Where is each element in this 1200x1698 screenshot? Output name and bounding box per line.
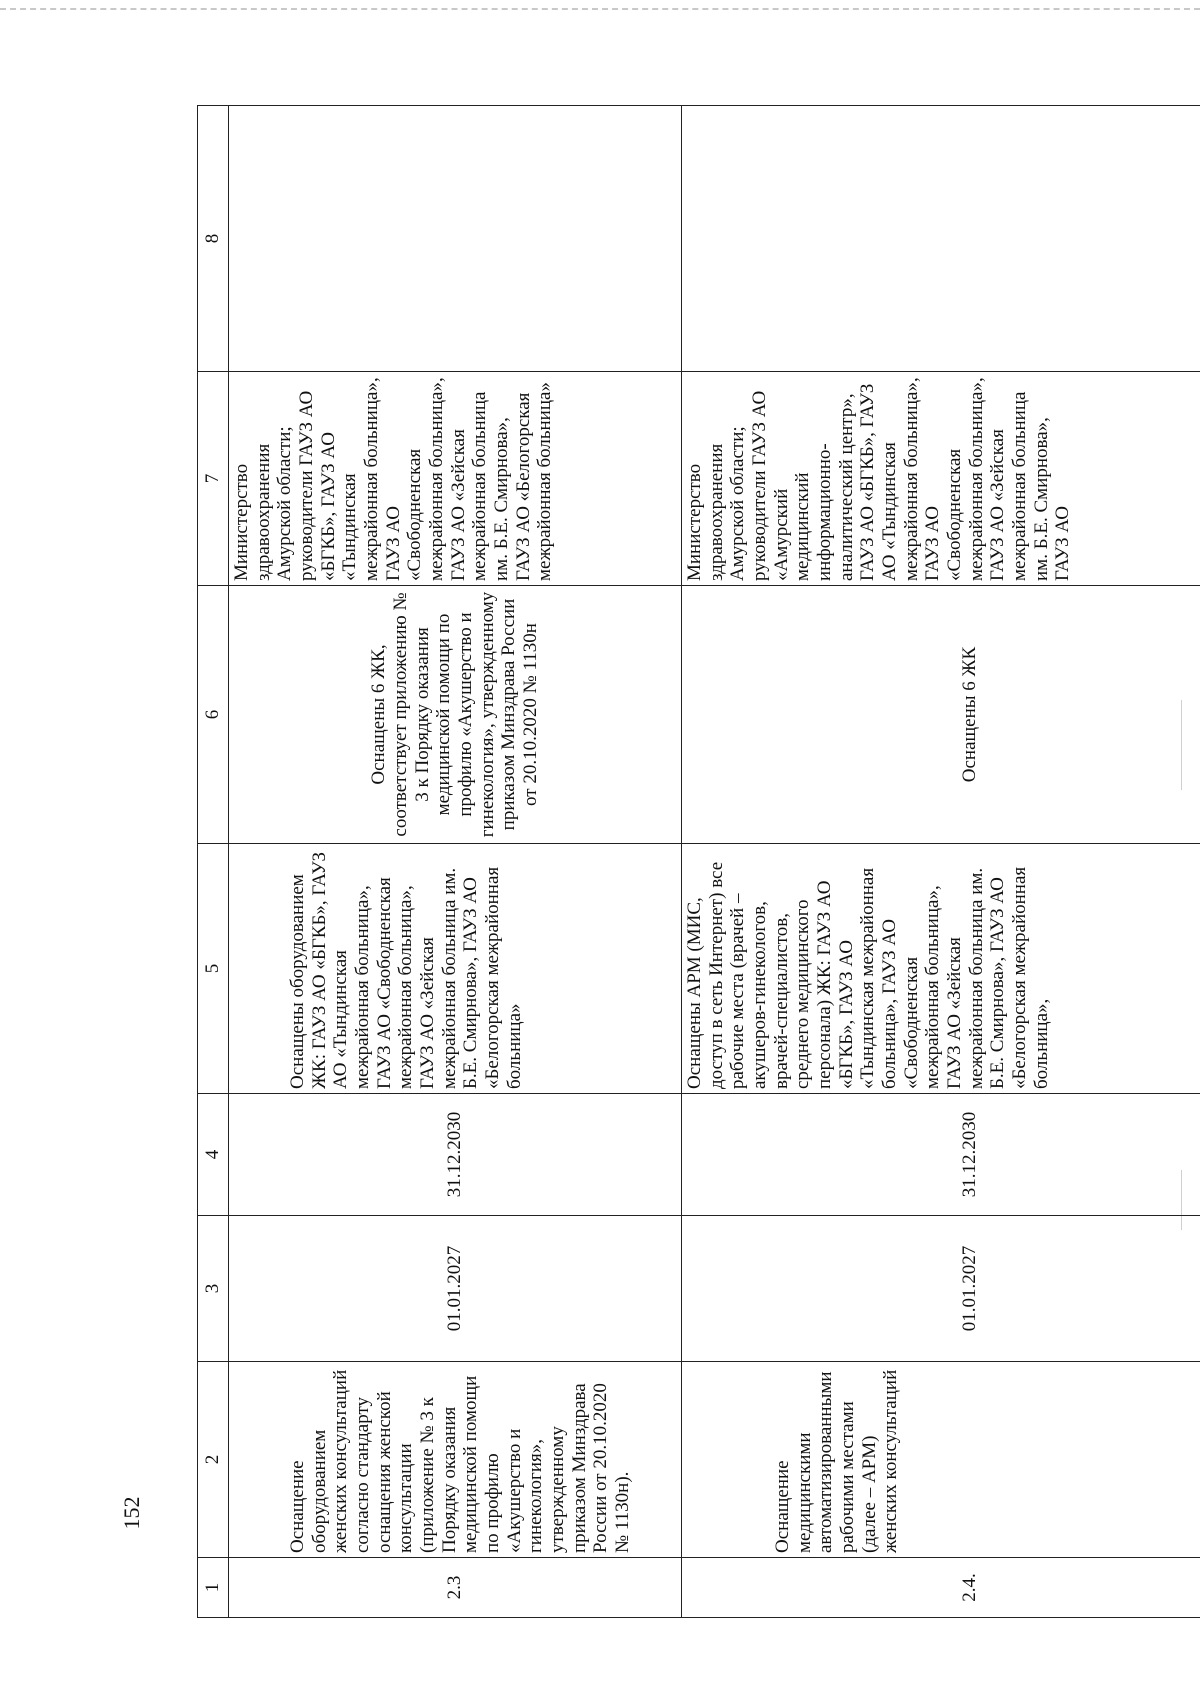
start-date: 01.01.2027 bbox=[229, 1216, 682, 1362]
column-header: 5 bbox=[198, 844, 229, 1094]
end-date: 31.12.2030 bbox=[682, 1094, 1200, 1216]
column-8-cell bbox=[682, 106, 1200, 372]
indicator: Оснащены 6 ЖК, соответствует приложению № 3 к Порядку оказания медицинской помощи по профилю «Акушерство и гинекология», утвержденному приказом Минздрава России от 20.10.2020 № 1130н bbox=[229, 586, 682, 844]
rotated-table-container bbox=[197, 106, 1107, 1618]
column-header: 6 bbox=[198, 586, 229, 844]
expected-result: Оснащены АРМ (МИС, доступ в сеть Интернет) все рабочие места (врачей – акушеров-гинекологов, врачей-специалистов, среднего медицинского персонала) ЖК: ГАУЗ АО «БГКБ», ГАУЗ АО «Тындинская межрайонная больница», ГАУЗ АО «Свободненская межрайонная больница», ГАУЗ АО «Зейская межрайонная больница им. Б.Е. Смирнова», ГАУЗ АО «Белогорская межрайонная больница», bbox=[682, 844, 1200, 1094]
row-number: 2.3 bbox=[229, 1558, 682, 1618]
page-number: 152 bbox=[119, 1496, 144, 1530]
expected-result: Оснащены оборудованием ЖК: ГАУЗ АО «БГКБ», ГАУЗ АО «Тындинская межрайонная больница», ГАУЗ АО «Свободненская межрайонная больница», ГАУЗ АО «Зейская межрайонная больница им. Б.Е. Смирнова», ГАУЗ АО «Белогорская межрайонная больница» bbox=[229, 844, 682, 1094]
column-header: 8 bbox=[198, 106, 229, 372]
column-header: 3 bbox=[198, 1216, 229, 1362]
column-header: 2 bbox=[198, 1362, 229, 1558]
start-date: 01.01.2027 bbox=[682, 1216, 1200, 1362]
responsible: Министерство здравоохранения Амурской области; руководители ГАУЗ АО «Амурский медицинский информационно-аналитический центр», ГАУЗ АО «БГКБ», ГАУЗ АО «Тындинская межрайонная больница», ГАУЗ АО «Свободненская межрайонная больница», ГАУЗ АО «Зейская межрайонная больница им. Б.Е. Смирнова», ГАУЗ АО bbox=[682, 372, 1200, 586]
row-number: 2.4. bbox=[682, 1558, 1200, 1618]
measure-name: Оснащение медицинскими автоматизированными рабочими местами (далее – АРМ) женских консультаций bbox=[682, 1362, 1200, 1558]
table-row bbox=[229, 106, 682, 1618]
column-header: 7 bbox=[198, 372, 229, 586]
header-row bbox=[198, 106, 229, 1618]
indicator: Оснащены 6 ЖК bbox=[682, 586, 1200, 844]
table-row bbox=[682, 106, 1200, 1618]
measure-name: Оснащение оборудованием женских консультаций согласно стандарту оснащения женской консультации (приложение № 3 к Порядку оказания медицинской помощи по профилю «Акушерство и гинекология», утвержденному приказом Минздрава России от 20.10.2020 № 1130н). bbox=[229, 1362, 682, 1558]
column-8-cell bbox=[229, 106, 682, 372]
responsible: Министерство здравоохранения Амурской области; руководители ГАУЗ АО «БГКБ», ГАУЗ АО «Тындинская межрайонная больница», ГАУЗ АО «Свободненская межрайонная больница», ГАУЗ АО «Зейская межрайонная больница им. Б.Е. Смирнова», ГАУЗ АО «Белогорская межрайонная больница» bbox=[229, 372, 682, 586]
plan-table bbox=[197, 105, 1200, 1618]
column-header: 4 bbox=[198, 1094, 229, 1216]
scan-top-edge bbox=[0, 8, 1200, 10]
end-date: 31.12.2030 bbox=[229, 1094, 682, 1216]
column-header: 1 bbox=[198, 1558, 229, 1618]
